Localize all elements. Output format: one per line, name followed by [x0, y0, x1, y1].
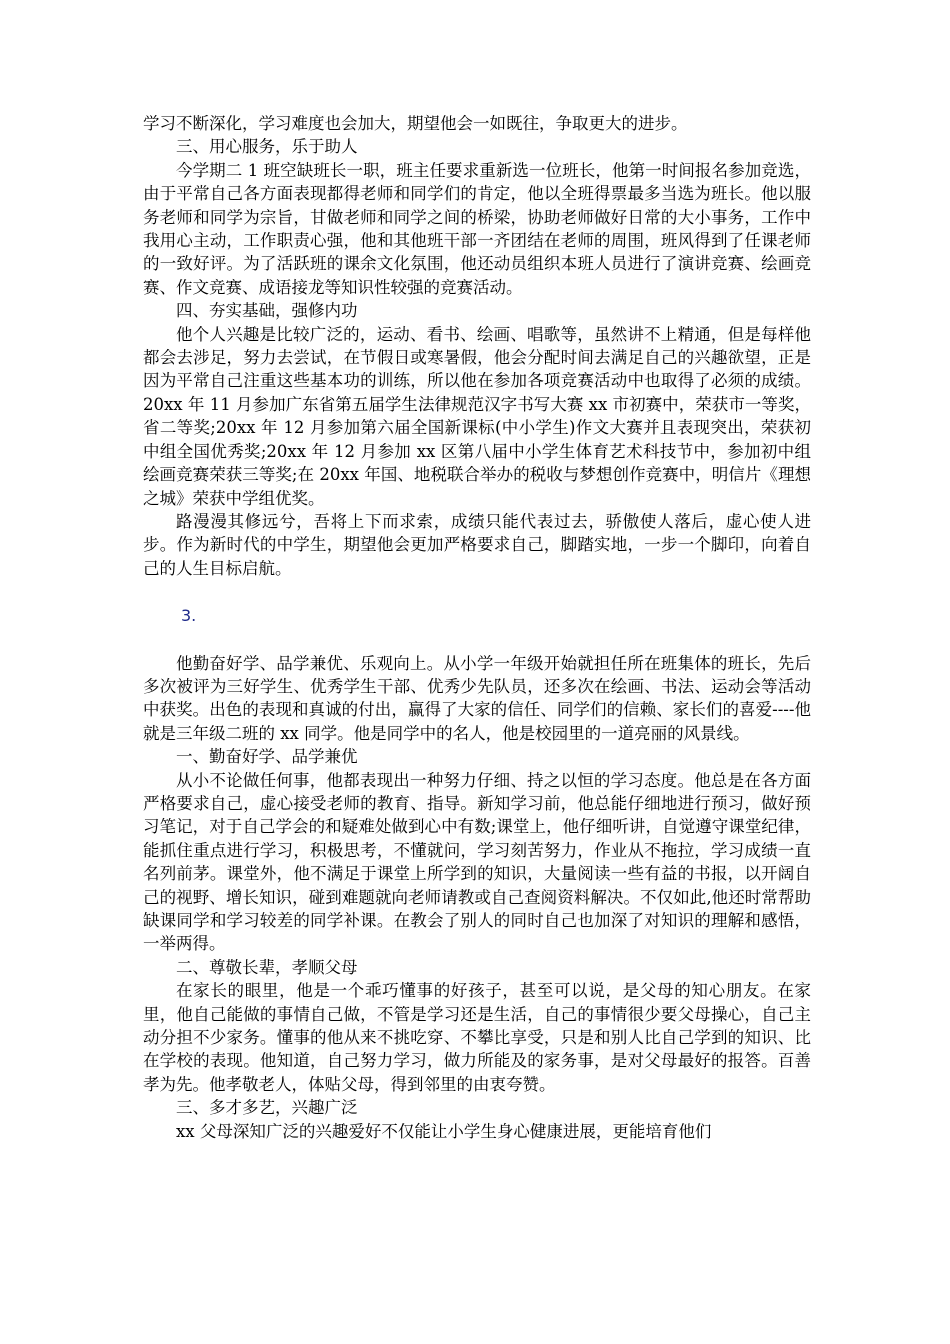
paragraph-closing: 路漫漫其修远兮，吾将上下而求索，成绩只能代表过去，骄傲使人落后，虚心使人进步。作为新时代的中学生，期望他会更加严格要求自己，脚踏实地，一步一个脚印，向着自己的人生目标启航。 [143, 511, 811, 578]
paragraph-service: 今学期二 1 班空缺班长一职，班主任要求重新选一位班长，他第一时间报名参加竞选，由于平常自己各方面表现都得老师和同学们的肯定，他以全班得票最多当选为班长。他以服务老师和同学为宗旨，甘做老师和同学之间的桥梁，协助老师做好日常的大小事务，工作中我用心主动，工作职责心强，他和其他班干部一齐团结在老师的周围，班风得到了任课老师的一致好评。为了活跃班的课余文化氛围，他还动员组织本班人员进行了演讲竞赛、绘画竞赛、作文竞赛、成语接龙等知识性较强的竞赛活动。 [143, 160, 811, 297]
heading-study: 一、勤奋好学、品学兼优 [176, 747, 358, 767]
heading-foundation: 四、夯实基础，强修内功 [176, 301, 358, 321]
paragraph-foundation: 他个人兴趣是比较广泛的，运动、看书、绘画、唱歌等，虽然讲不上精通，但是每样他都会去涉足，努力去尝试，在节假日或寒暑假，他会分配时间去满足自己的兴趣欲望，正是因为平常自己注重这些基本功的训练，所以他在参加各项竞赛活动中也取得了必须的成绩。20xx 年 11 月参加广东省第五届学生法律规范汉字书写大赛 xx 市初赛中，荣获市一等奖，省二等奖;20xx 年 12 月参加第六届全国新课标(中小学生)作文大赛并且表现突出，荣获初中组全国优秀奖;20xx 年 12 月参加 xx 区第八届中小学生体育艺术科技节中，参加初中组绘画竞赛荣获三等奖;在 20xx 年国、地税联合举办的税收与梦想创作竞赛中，明信片《理想之城》荣获中学组优奖。 [143, 324, 811, 508]
paragraph-intro-2: 他勤奋好学、品学兼优、乐观向上。从小学一年级开始就担任所在班集体的班长，先后多次被评为三好学生、优秀学生干部、优秀少先队员，还多次在绘画、书法、运动会等活动中获奖。出色的表现和真诚的付出，赢得了大家的信任、同学们的信赖、家长们的喜爱----他就是三年级二班的 xx 同学。他是同学中的名人，他是校园里的一道亮丽的风景线。 [143, 653, 811, 743]
heading-respect: 二、尊敬长辈，孝顺父母 [176, 957, 358, 977]
paragraph-study: 从小不论做任何事，他都表现出一种努力仔细、持之以恒的学习态度。他总是在各方面严格要求自己，虚心接受老师的教育、指导。新知学习前，他总能仔细地进行预习，做好预习笔记，对于自己学会的和疑难处做到心中有数;课堂上，他仔细听讲，自觉遵守课堂纪律，能抓住重点进行学习，积极思考，不懂就问，学习刻苦努力，作业从不拖拉，学习成绩一直名列前茅。课堂外，他不满足于课堂上所学到的知识，大量阅读一些有益的书报，以开阔自己的视野、增长知识，碰到难题就向老师请教或自己查阅资料解决。不仅如此,他还时常帮助缺课同学和学习较差的同学补课。在教会了别人的同时自己也加深了对知识的理解和感悟，一举两得。 [143, 770, 811, 954]
paragraph-respect: 在家长的眼里，他是一个乖巧懂事的好孩子，甚至可以说，是父母的知心朋友。在家里，他自己能做的事情自己做，不管是学习还是生活，自己的事情很少要父母操心，自己主动分担不少家务。懂事的他从来不挑吃穿、不攀比享受，只是和别人比自己学到的知识、比在学校的表现。他知道，自己努力学习，做力所能及的家务事，是对父母最好的报答。百善孝为先。他孝敬老人，体贴父母，得到邻里的由衷夸赞。 [143, 981, 811, 1094]
document-page [143, 112, 811, 1143]
section-number: 3. [181, 606, 197, 626]
paragraph-intro-tail: 学习不断深化，学习难度也会加大，期望他会一如既往，争取更大的进步。 [143, 114, 688, 133]
heading-service: 三、用心服务，乐于助人 [176, 137, 358, 157]
paragraph-talents: xx 父母深知广泛的兴趣爱好不仅能让小学生身心健康进展，更能培育他们 [176, 1121, 712, 1141]
heading-talents: 三、多才多艺，兴趣广泛 [176, 1098, 358, 1118]
